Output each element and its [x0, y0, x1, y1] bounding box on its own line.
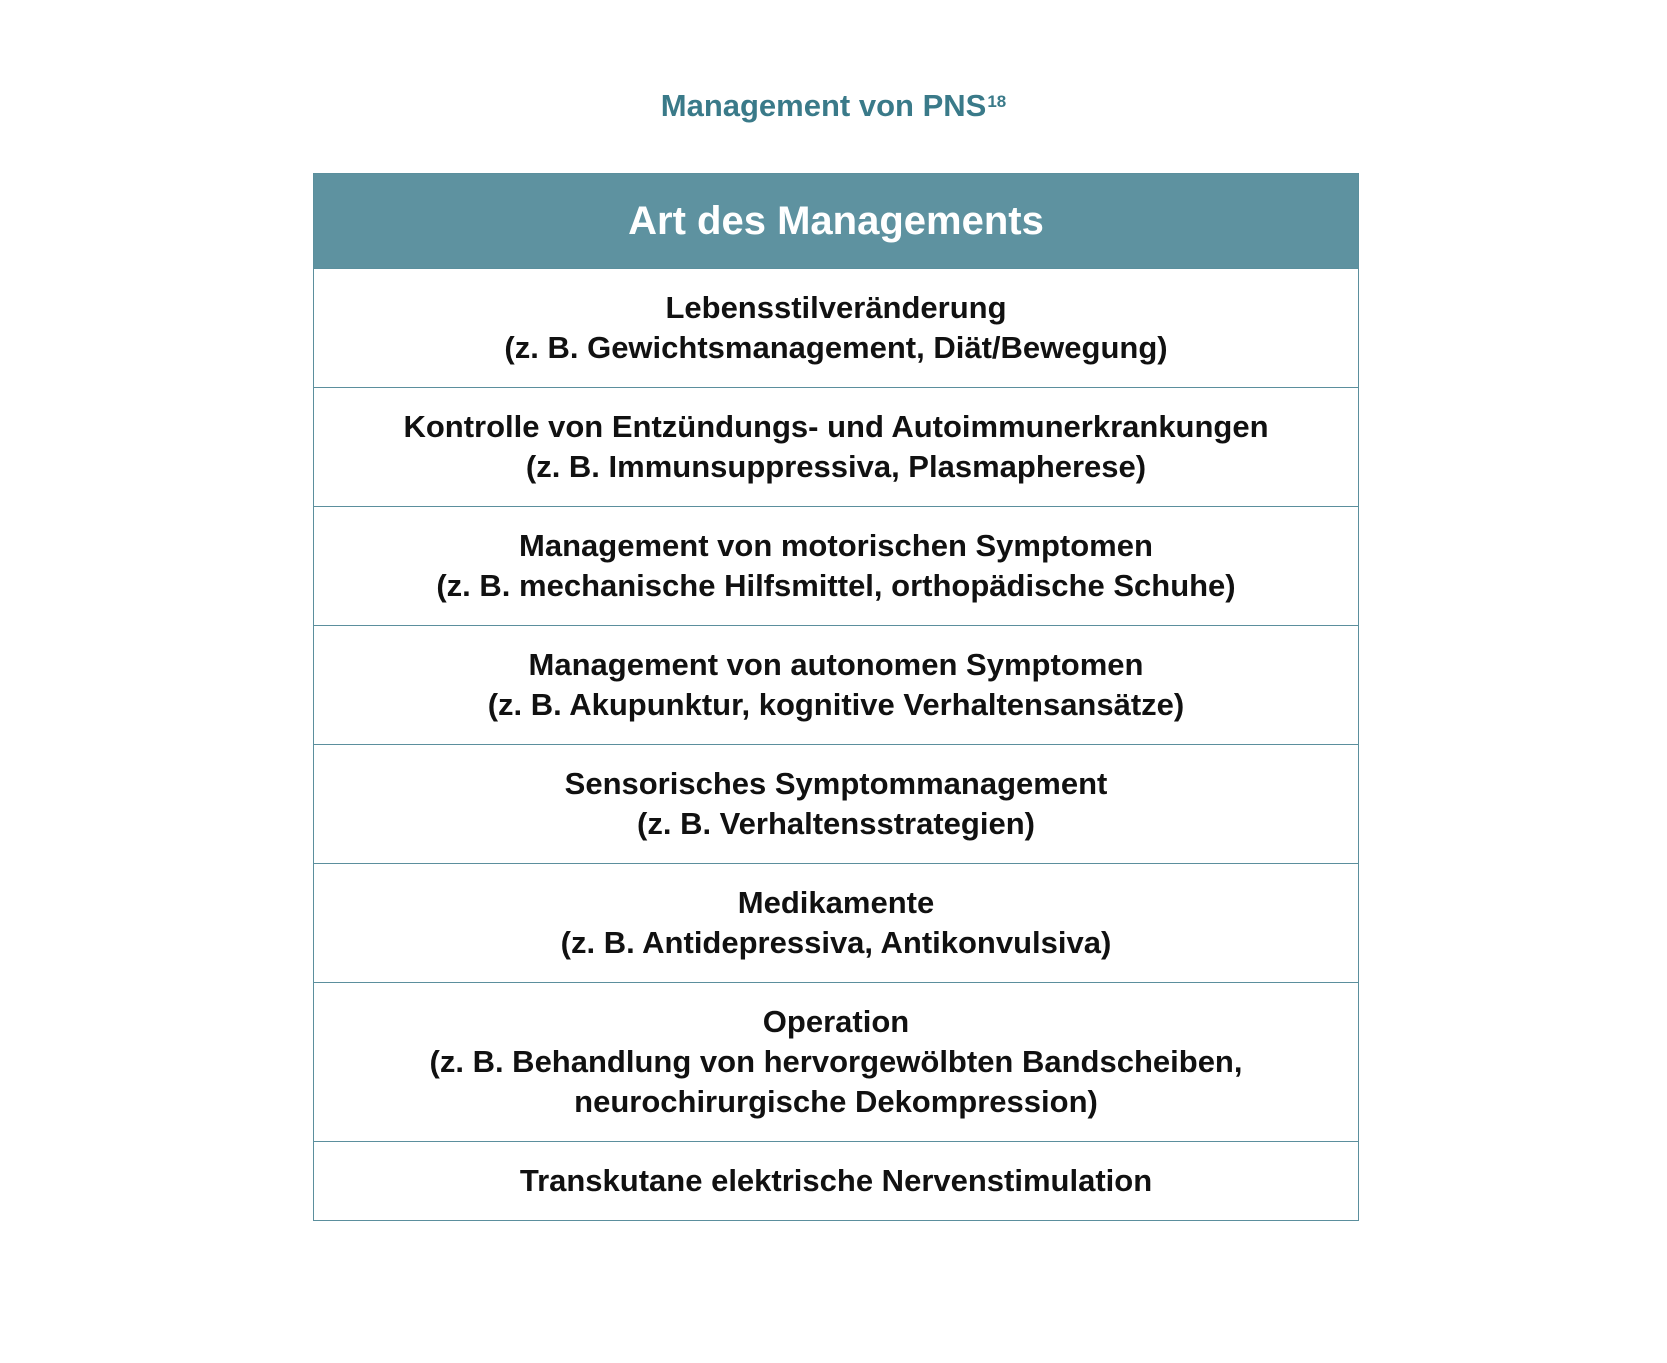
row-example: (z. B. Gewichtsmanagement, Diät/Bewegung): [504, 330, 1168, 365]
row-title: Operation: [762, 1004, 910, 1039]
table-row-lifestyle: [314, 269, 1358, 388]
row-title: Management von motorischen Symptomen: [519, 528, 1153, 563]
row-title: Kontrolle von Entzündungs- und Autoimmunerkrankungen: [403, 409, 1269, 444]
row-example-continued: neurochirurgische Dekompression): [574, 1084, 1098, 1119]
table-row-medication: [314, 864, 1358, 983]
title-footnote-ref: 18: [987, 92, 1007, 111]
table-row-inflammation-control: [314, 388, 1358, 507]
table-row-tens: [314, 1142, 1358, 1220]
row-example: (z. B. mechanische Hilfsmittel, orthopädische Schuhe): [436, 568, 1236, 603]
table-row-motor-symptoms: [314, 507, 1358, 626]
row-example: (z. B. Antidepressiva, Antikonvulsiva): [560, 925, 1112, 960]
row-title: Management von autonomen Symptomen: [528, 647, 1144, 682]
row-title: Sensorisches Symptommanagement: [564, 766, 1108, 801]
management-table: [313, 173, 1359, 1221]
table-header: Art des Managements: [314, 174, 1358, 269]
row-example: (z. B. Verhaltensstrategien): [637, 806, 1035, 841]
table-row-autonomic-symptoms: [314, 626, 1358, 745]
row-example: (z. B. Akupunktur, kognitive Verhaltensansätze): [487, 687, 1185, 722]
row-title: Transkutane elektrische Nervenstimulation: [519, 1163, 1153, 1198]
table-row-surgery: [314, 983, 1358, 1142]
title-text: Management von PNS: [660, 88, 987, 123]
page-title: [0, 86, 1667, 126]
table-row-sensory-symptoms: [314, 745, 1358, 864]
row-title: Medikamente: [737, 885, 935, 920]
row-title: Lebensstilveränderung: [665, 290, 1007, 325]
row-example: (z. B. Behandlung von hervorgewölbten Bandscheiben,: [429, 1044, 1243, 1079]
row-example: (z. B. Immunsuppressiva, Plasmapherese): [525, 449, 1147, 484]
